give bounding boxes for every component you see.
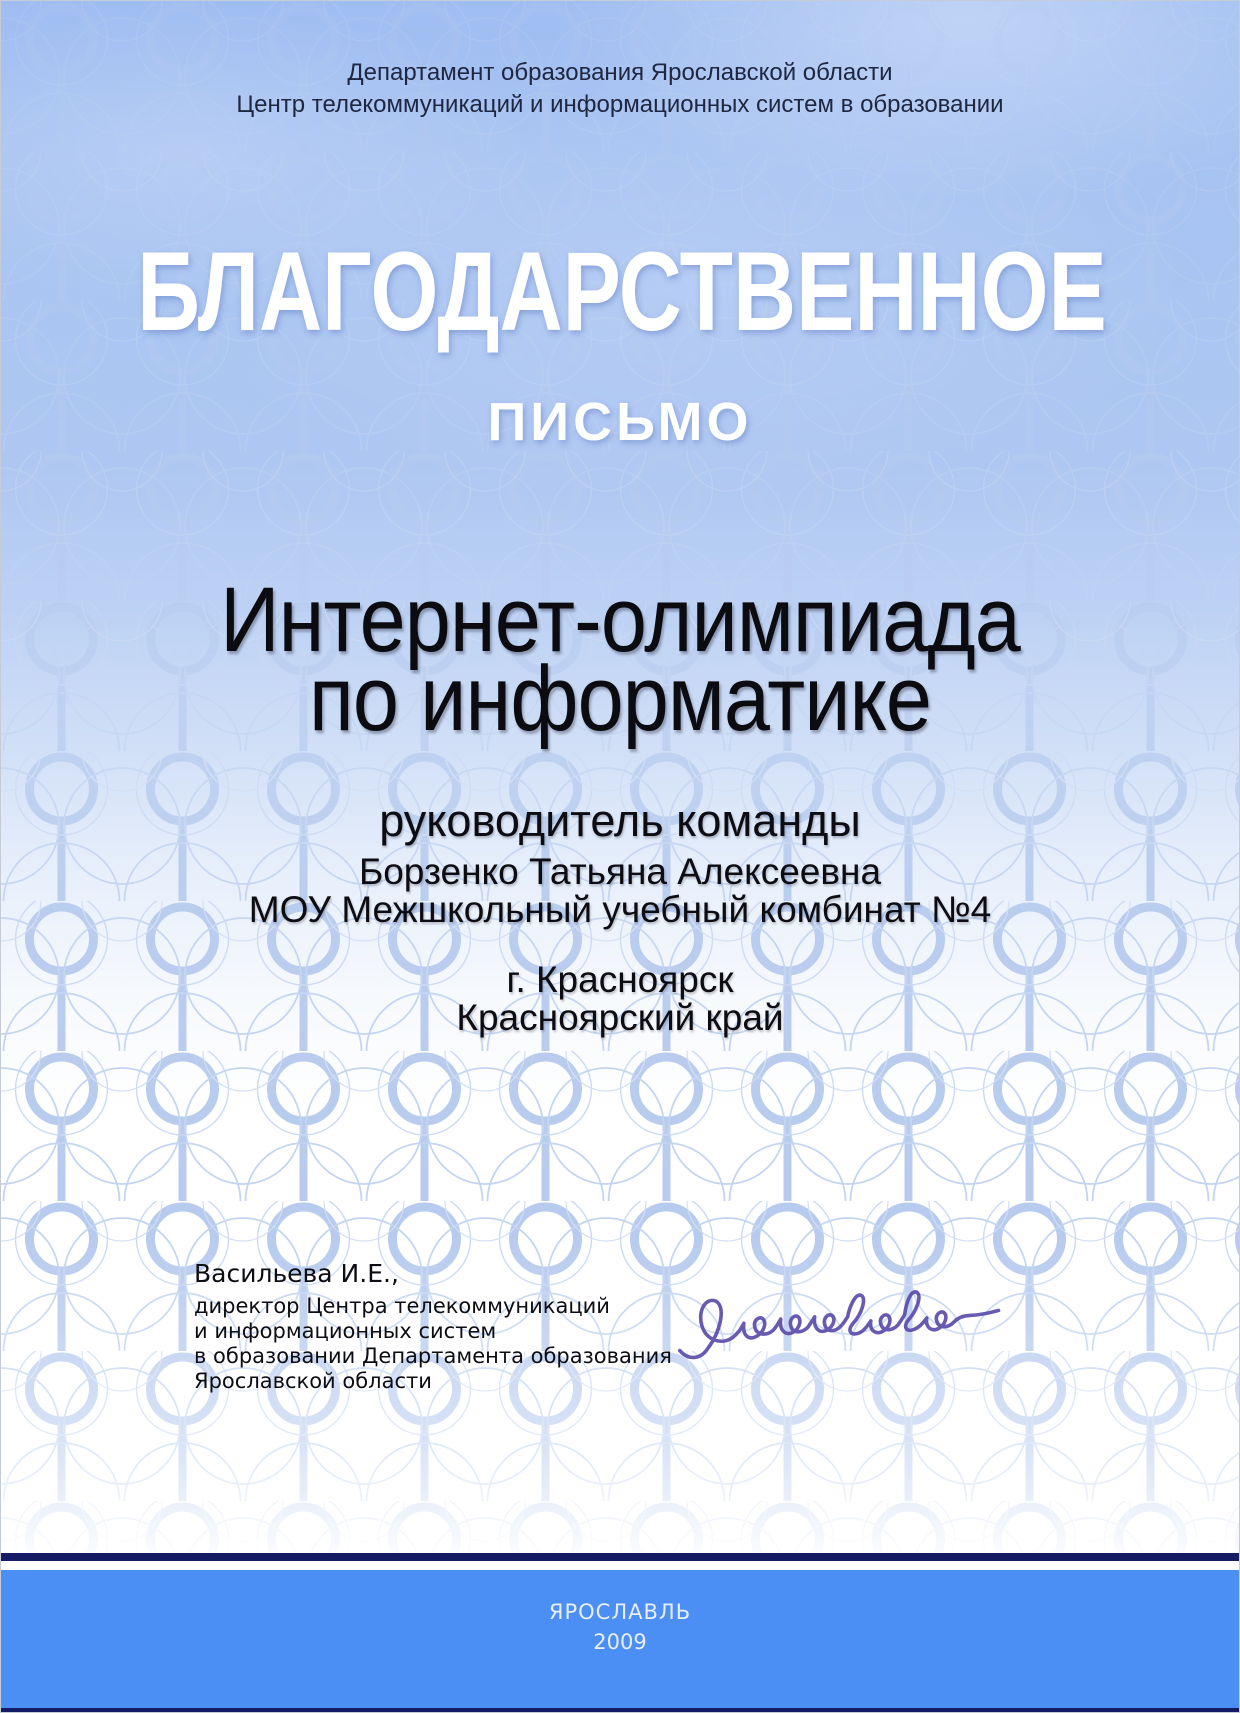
recipient-organization: МОУ Межшкольный учебный комбинат №4 <box>248 889 992 930</box>
recipient-region: Красноярский край <box>456 997 784 1038</box>
divider-navy-bar <box>1 1553 1239 1561</box>
issuer-line-2: Центр телекоммуникаций и информационных систем в образовании <box>236 91 1004 118</box>
signatory-title-line-1: директор Центра телекоммуникаций <box>194 1294 610 1318</box>
signatory-title-line-3: в образовании Департамента образования <box>194 1344 672 1368</box>
signature-ink-icon <box>668 1281 1011 1371</box>
certificate-subtitle: ПИСЬМО <box>487 392 753 452</box>
signatory-title-line-2: и информационных систем <box>194 1319 497 1343</box>
footer-city: ЯРОСЛАВЛЬ <box>548 1600 692 1624</box>
footer-year: 2009 <box>593 1630 647 1654</box>
recipient-city: г. Красноярск <box>506 959 734 1000</box>
event-line-1: Интернет-олимпиада <box>220 569 1020 671</box>
signatory-block <box>194 1259 672 1394</box>
issuer-header <box>1 57 1239 121</box>
event-title <box>63 569 1177 750</box>
signatory-title-line-4: Ярославской области <box>194 1369 432 1393</box>
footer-band <box>1 1570 1239 1708</box>
recipient-block <box>1 797 1239 1037</box>
event-line-2: по информатике <box>308 648 932 750</box>
recipient-name: Борзенко Татьяна Алексеевна <box>358 851 882 892</box>
bottom-navy-strip <box>1 1708 1239 1713</box>
certificate-content <box>1 1 1239 1712</box>
certificate-title: БЛАГОДАРСТВЕННОЕ <box>137 229 1107 354</box>
recipient-role: руководитель команды <box>379 795 861 846</box>
issuer-line-1: Департамент образования Ярославской области <box>347 59 893 86</box>
signatory-name: Васильева И.Е., <box>194 1259 399 1288</box>
